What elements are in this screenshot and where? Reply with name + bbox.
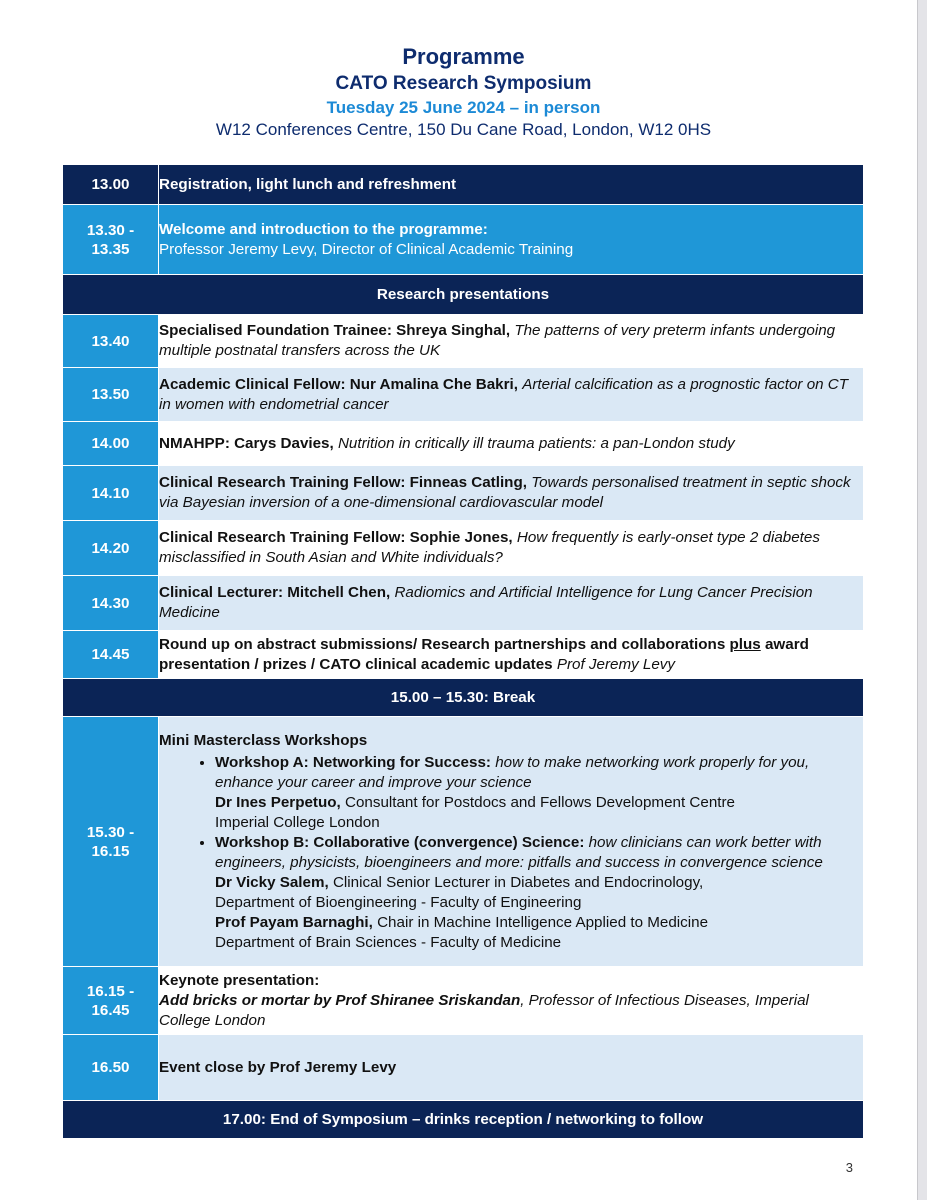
- presentation-cell: NMAHPP: Carys Davies, Nutrition in critically ill trauma patients: a pan-London study: [159, 422, 864, 466]
- welcome-cell: [159, 205, 864, 275]
- viewer-edge: [918, 0, 927, 1200]
- time-cell: 13.00: [63, 165, 159, 205]
- time-cell: 16.50: [63, 1035, 159, 1101]
- keynote-title: Keynote presentation:: [159, 971, 320, 989]
- table-row-presentation: [63, 422, 864, 466]
- workshops-title: Mini Masterclass Workshops: [159, 731, 368, 749]
- table-row-presentation: [63, 315, 864, 368]
- table-row-section-band: [63, 679, 864, 717]
- time-cell: 14.00: [63, 422, 159, 466]
- time-cell: 14.20: [63, 521, 159, 576]
- presentation-cell: Specialised Foundation Trainee: Shreya Singhal, The patterns of very preterm infants undergoing multiple postnatal transfers across the UK: [159, 315, 864, 368]
- keynote-cell: [159, 967, 864, 1035]
- section-heading-research: Research presentations: [63, 275, 864, 315]
- presentation-cell: Academic Clinical Fellow: Nur Amalina Che Bakri, Arterial calcification as a prognostic factor on CT in women with endometrial cancer: [159, 368, 864, 422]
- end-banner: 17.00: End of Symposium – drinks reception / networking to follow: [63, 1101, 864, 1139]
- welcome-speaker: Professor Jeremy Levy, Director of Clinical Academic Training: [159, 240, 574, 258]
- table-row-section-band: [63, 275, 864, 315]
- table-row-presentation: [63, 521, 864, 576]
- workshop-list: [159, 753, 863, 953]
- time-cell: 16.15 - 16.45: [63, 967, 159, 1035]
- table-row-close: [63, 1035, 864, 1101]
- presentation-cell: Clinical Research Training Fellow: Finneas Catling, Towards personalised treatment in septic shock via Bayesian inversion of a one-dimensional cardiovascular model: [159, 466, 864, 521]
- welcome-title: Welcome and introduction to the programme:: [159, 220, 488, 238]
- time-cell: 15.30 - 16.15: [63, 717, 159, 967]
- registration-text: Registration, light lunch and refreshment: [159, 165, 864, 205]
- keynote-talk: Add bricks or mortar by Prof Shiranee Sriskandan, Professor of Infectious Diseases, Imperial College London: [159, 991, 809, 1029]
- workshops-cell: [159, 717, 864, 967]
- table-row-roundup: [63, 631, 864, 679]
- page-title: Programme: [402, 44, 525, 69]
- table-row-welcome: [63, 205, 864, 275]
- event-title: CATO Research Symposium: [335, 73, 592, 94]
- time-cell: 14.30: [63, 576, 159, 631]
- time-cell: 14.45: [63, 631, 159, 679]
- programme-table: [62, 164, 864, 1139]
- table-row-presentation: [63, 576, 864, 631]
- programme-header: [0, 44, 927, 141]
- roundup-cell: Round up on abstract submissions/ Research partnerships and collaborations plus award presentation / prizes / CATO clinical academic updates Prof Jeremy Levy: [159, 631, 864, 679]
- time-cell: 13.40: [63, 315, 159, 368]
- workshop-b: • Workshop B: Collaborative (convergence) Science: how clinicians can work better with engineers, physicists, bioengineers and more: pitfalls and success in convergence science Dr Vicky Salem, Clinical Senior Lecturer in Diabetes and Endocrinology, Department of Bioengineering - Faculty of Engineering Prof Payam Barnaghi, Chair in Machine Intelligence Applied to Medicine Department of Brain Sciences - Faculty of Medicine: [215, 833, 863, 953]
- time-cell: 13.50: [63, 368, 159, 422]
- event-date: Tuesday 25 June 2024 – in person: [326, 98, 601, 117]
- event-venue: W12 Conferences Centre, 150 Du Cane Road, London, W12 0HS: [215, 120, 712, 139]
- close-text: Event close by Prof Jeremy Levy: [159, 1035, 864, 1101]
- table-row-presentation: [63, 368, 864, 422]
- time-cell: 14.10: [63, 466, 159, 521]
- presentation-cell: Clinical Lecturer: Mitchell Chen, Radiomics and Artificial Intelligence for Lung Cancer Precision Medicine: [159, 576, 864, 631]
- table-row-keynote: [63, 967, 864, 1035]
- page-number: 3: [845, 1160, 853, 1175]
- presentation-cell: Clinical Research Training Fellow: Sophie Jones, How frequently is early-onset type 2 diabetes misclassified in South Asian and White individuals?: [159, 521, 864, 576]
- workshop-a: • Workshop A: Networking for Success: how to make networking work properly for you, enhance your career and improve your science Dr Ines Perpetuo, Consultant for Postdocs and Fellows Development Centre Imperial College London: [215, 753, 863, 833]
- table-row-registration: [63, 165, 864, 205]
- table-row-section-band: [63, 1101, 864, 1139]
- time-cell: 13.30 - 13.35: [63, 205, 159, 275]
- break-banner: 15.00 – 15.30: Break: [63, 679, 864, 717]
- table-row-workshops: [63, 717, 864, 967]
- table-row-presentation: [63, 466, 864, 521]
